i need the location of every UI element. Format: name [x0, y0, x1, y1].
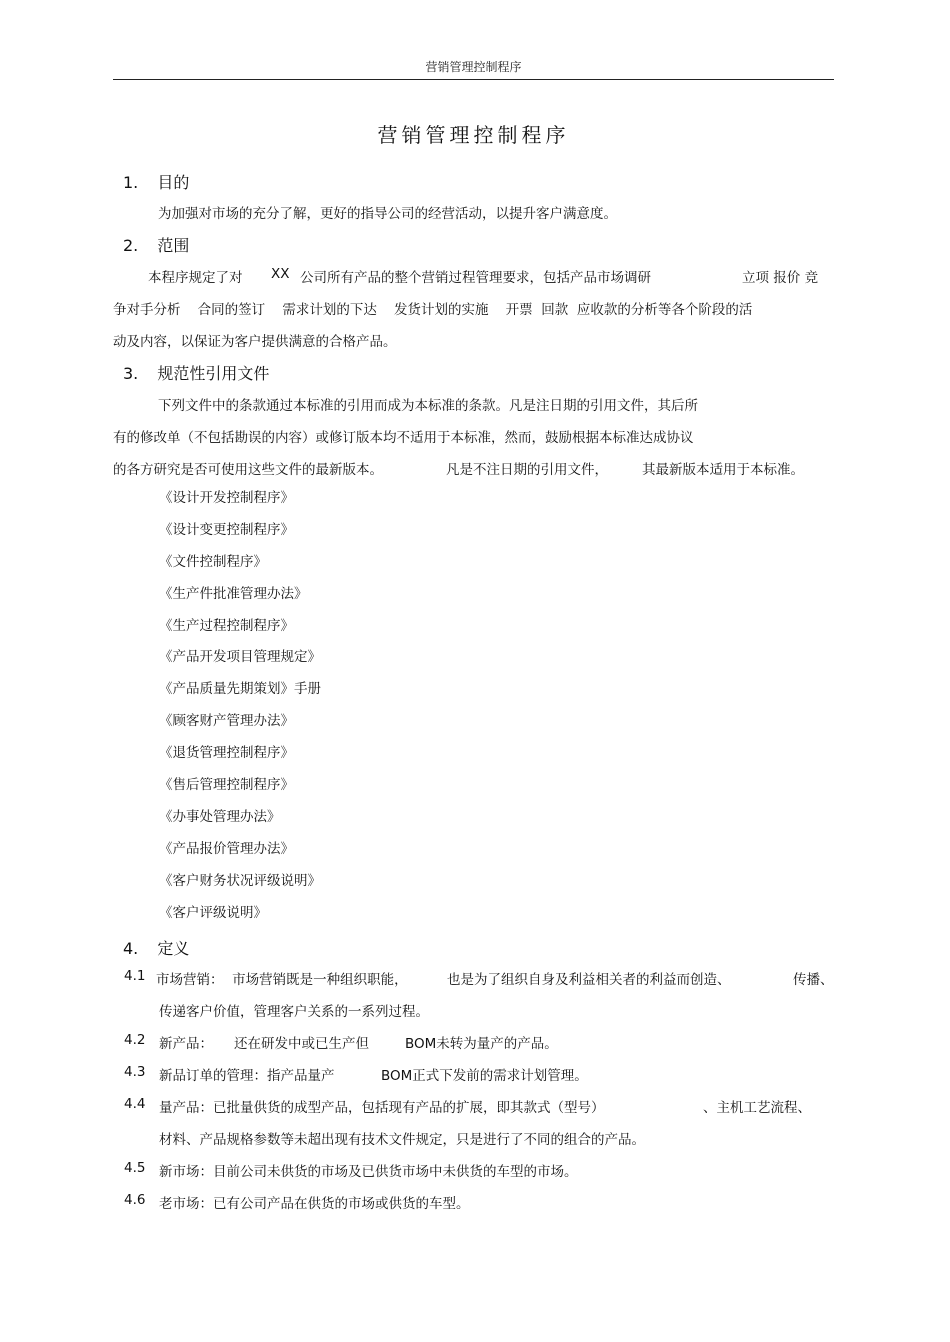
reference-item: 《生产件批准管理办法》 — [159, 585, 308, 602]
definition-4-5-a: 新市场：目前公司未供货的市场及已供货市场中未供货的车型的市场。 — [159, 1164, 578, 1180]
section-number: 2. — [123, 236, 139, 255]
section-3-line-1: 下列文件中的条款通过本标准的引用而成为本标准的条款。凡是注日期的引用文件，其后所 — [158, 398, 698, 414]
definition-number: 4.6 — [124, 1192, 146, 1208]
section-title: 目的 — [157, 173, 190, 192]
section-3-line-2: 有的修改单（不包括勘误的内容）或修订版本均不适用于本标准，然而，鼓励根据本标准达成协议 — [113, 430, 694, 446]
definition-number: 4.4 — [124, 1096, 146, 1112]
definition-4-4-b: 、主机工艺流程、 — [703, 1100, 811, 1116]
section-number: 3. — [123, 364, 139, 383]
section-title: 范围 — [157, 236, 190, 255]
definition-4-2-b: 还在研发中或已生产但 — [234, 1036, 369, 1052]
definition-number: 4.1 — [124, 968, 146, 984]
document-title: 营销管理控制程序 — [377, 123, 570, 147]
section-2-line-1a: 本程序规定了对 — [148, 270, 243, 286]
section-2-line-3: 动及内容，以保证为客户提供满意的合格产品。 — [113, 334, 397, 350]
section-3-line-3a: 的各方研究是否可使用这些文件的最新版本。 — [113, 462, 383, 478]
reference-item: 《顾客财产管理办法》 — [159, 713, 294, 730]
definition-4-1-b: 也是为了组织自身及利益相关者的利益而创造、 — [447, 972, 731, 988]
definition-4-4-a: 量产品：已批量供货的成型产品，包括现有产品的扩展，即其款式（型号） — [159, 1100, 605, 1116]
definition-4-1-c: 传播、 — [793, 972, 834, 988]
section-title: 定义 — [157, 939, 190, 958]
section-4-heading — [123, 936, 189, 959]
definition-4-2-c: BOM未转为量产的产品。 — [405, 1036, 558, 1052]
definition-4-3-b: BOM正式下发前的需求计划管理。 — [381, 1068, 588, 1084]
section-3-line-3b: 凡是不注日期的引用文件， — [446, 462, 608, 478]
section-2-line-1c: 公司所有产品的整个营销过程管理要求，包括产品市场调研 — [300, 270, 651, 286]
reference-item: 《办事处管理办法》 — [159, 808, 281, 825]
definition-4-2-a: 新产品： — [159, 1036, 213, 1052]
definition-4-1-line-2: 传递客户价值，管理客户关系的一系列过程。 — [159, 1004, 429, 1020]
section-1-text: 为加强对市场的充分了解，更好的指导公司的经营活动，以提升客户满意度。 — [158, 206, 617, 222]
section-2-line-1b: XX — [271, 266, 290, 282]
section-3-line-3c: 其最新版本适用于本标准。 — [642, 462, 804, 478]
definition-4-1-a: 市场营销： 市场营销既是一种组织职能， — [156, 972, 408, 988]
section-2-line-2: 争对手分析 合同的签订 需求计划的下达 发货计划的实施 开票 回款 应收款的分析等各个阶段的活 — [113, 302, 753, 318]
reference-item: 《客户财务状况评级说明》 — [159, 872, 321, 889]
section-3-heading — [123, 361, 269, 384]
reference-list — [159, 487, 321, 933]
definition-number: 4.3 — [124, 1064, 146, 1080]
reference-item: 《售后管理控制程序》 — [159, 777, 294, 794]
section-1-heading — [123, 170, 189, 193]
definition-4-6-a: 老市场：已有公司产品在供货的市场或供货的车型。 — [159, 1196, 470, 1212]
header-rule — [113, 79, 834, 80]
definition-number: 4.2 — [124, 1032, 146, 1048]
reference-item: 《客户评级说明》 — [159, 904, 267, 921]
reference-item: 《产品开发项目管理规定》 — [159, 649, 321, 666]
section-number: 4. — [123, 939, 139, 958]
reference-item: 《设计开发控制程序》 — [159, 490, 294, 506]
running-header: 营销管理控制程序 — [425, 60, 522, 74]
definition-number: 4.5 — [124, 1160, 146, 1176]
section-title: 规范性引用文件 — [157, 364, 270, 383]
reference-item: 《设计变更控制程序》 — [159, 521, 294, 538]
reference-item: 《产品报价管理办法》 — [159, 840, 294, 857]
definition-4-3-a: 新品订单的管理：指产品量产 — [159, 1068, 335, 1084]
definition-4-4-line-2: 材料、产品规格参数等未超出现有技术文件规定，只是进行了不同的组合的产品。 — [159, 1132, 645, 1148]
section-2-line-1d: 立项 报价 竞 — [742, 270, 819, 286]
reference-item: 《生产过程控制程序》 — [159, 617, 294, 634]
reference-item: 《产品质量先期策划》手册 — [159, 681, 321, 698]
section-2-heading — [123, 233, 189, 256]
section-number: 1. — [123, 173, 139, 192]
reference-item: 《退货管理控制程序》 — [159, 745, 294, 762]
reference-item: 《文件控制程序》 — [159, 553, 267, 570]
